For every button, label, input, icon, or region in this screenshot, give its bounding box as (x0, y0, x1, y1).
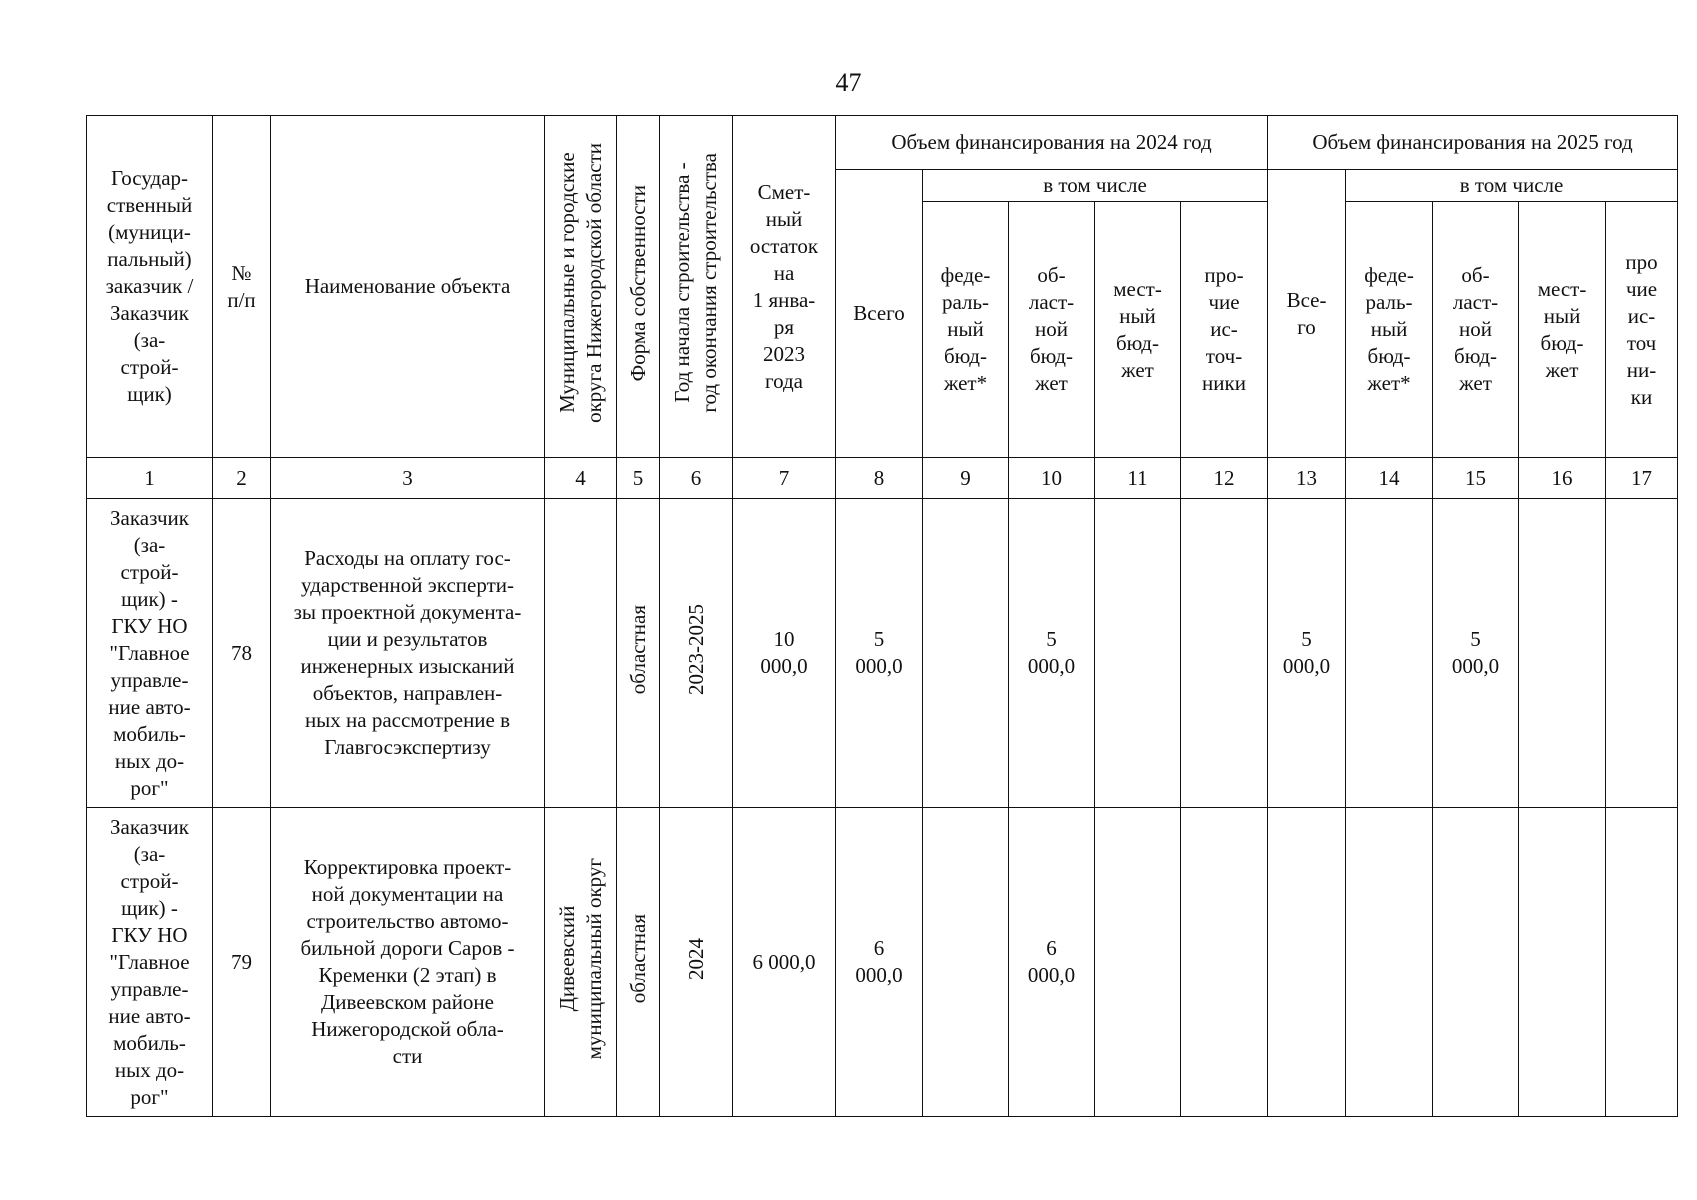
column-number: 10 (1009, 458, 1095, 499)
cell-ownership (617, 499, 660, 808)
page-number: 47 (835, 68, 862, 97)
header-total-2024: Всего (836, 170, 923, 458)
cell-other-2024 (1181, 499, 1268, 808)
column-number: 8 (836, 458, 923, 499)
header-number: № п/п (213, 116, 271, 458)
table-row (87, 499, 1678, 808)
cell-regional-2024: 6 000,0 (1009, 808, 1095, 1117)
cell-estimate: 6 000,0 (733, 808, 836, 1117)
cell-local-2024 (1095, 499, 1181, 808)
cell-federal-2024 (923, 808, 1009, 1117)
column-number: 5 (617, 458, 660, 499)
header-row-1 (87, 116, 1678, 170)
column-number: 11 (1095, 458, 1181, 499)
cell-local-2025 (1519, 808, 1606, 1117)
header-customer: Государ- ственный (муници- пальный) заказчик / Заказчик (за- строй- щик) (87, 116, 213, 458)
column-number: 15 (1433, 458, 1519, 499)
column-number: 4 (545, 458, 617, 499)
header-estimate: Смет- ный остаток на 1 янва- ря 2023 года (733, 116, 836, 458)
cell-ownership (617, 808, 660, 1117)
cell-federal-2025 (1346, 499, 1433, 808)
cell-years-text: 2024 (683, 937, 708, 980)
column-number: 14 (1346, 458, 1433, 499)
header-funding-2024: Объем финансирования на 2024 год (836, 116, 1268, 170)
column-number: 6 (660, 458, 733, 499)
cell-local-2025 (1519, 499, 1606, 808)
cell-object-name: Расходы на оплату гос- ударственной эксперти- зы проектной документа- ции и результатов инженерных изысканий объектов, направлен- ных на рассмотрение в Главгосэкспертизу (271, 499, 545, 808)
column-number: 1 (87, 458, 213, 499)
cell-object-name: Корректировка проект- ной документации на строительство автомо- бильной дороги Саров - Кременки (2 этап) в Дивеевском районе Нижегородской обла- сти (271, 808, 545, 1117)
table-row (87, 808, 1678, 1117)
column-number: 16 (1519, 458, 1606, 499)
column-number: 3 (271, 458, 545, 499)
header-including-2024: в том числе (923, 170, 1268, 202)
cell-local-2024 (1095, 808, 1181, 1117)
cell-regional-2024: 5 000,0 (1009, 499, 1095, 808)
cell-federal-2024 (923, 499, 1009, 808)
cell-number: 79 (213, 808, 271, 1117)
header-federal-2024: феде- раль- ный бюд- жет* (923, 202, 1009, 458)
column-number: 9 (923, 458, 1009, 499)
header-municipality (545, 116, 617, 458)
cell-municipality-text: Дивеевский муниципальный округ (554, 857, 606, 1060)
cell-estimate: 10 000,0 (733, 499, 836, 808)
header-regional-2024: об- ласт- ной бюд- жет (1009, 202, 1095, 458)
header-years-text: Год начала строительства - год окончания строительства (670, 153, 721, 413)
cell-regional-2025 (1433, 808, 1519, 1117)
cell-customer: Заказчик (за- строй- щик) - ГКУ НО "Главное управле- ние авто- мобиль- ных до- рог" (87, 808, 213, 1117)
header-other-2024: про- чие ис- точ- ники (1181, 202, 1268, 458)
cell-years (660, 808, 733, 1117)
cell-municipality (545, 499, 617, 808)
cell-total-2024: 6 000,0 (836, 808, 923, 1117)
header-ownership (617, 116, 660, 458)
cell-customer: Заказчик (за- строй- щик) - ГКУ НО "Главное управле- ние авто- мобиль- ных до- рог" (87, 499, 213, 808)
cell-other-2025 (1606, 808, 1678, 1117)
column-number: 7 (733, 458, 836, 499)
column-number: 2 (213, 458, 271, 499)
cell-ownership-text: областная (625, 604, 650, 695)
header-local-2024: мест- ный бюд- жет (1095, 202, 1181, 458)
column-number: 17 (1606, 458, 1678, 499)
header-ownership-text: Форма собственности (625, 184, 650, 382)
header-including-2025: в том числе (1346, 170, 1678, 202)
header-federal-2025: феде- раль- ный бюд- жет* (1346, 202, 1433, 458)
column-number: 12 (1181, 458, 1268, 499)
cell-total-2024: 5 000,0 (836, 499, 923, 808)
cell-municipality (545, 808, 617, 1117)
cell-total-2025: 5 000,0 (1268, 499, 1346, 808)
column-numbers-row (87, 458, 1678, 499)
column-number: 13 (1268, 458, 1346, 499)
header-other-2025: про чие ис- точ ни- ки (1606, 202, 1678, 458)
header-funding-2025: Объем финансирования на 2025 год (1268, 116, 1678, 170)
header-years (660, 116, 733, 458)
header-regional-2025: об- ласт- ной бюд- жет (1433, 202, 1519, 458)
header-total-2025: Все- го (1268, 170, 1346, 458)
cell-regional-2025: 5 000,0 (1433, 499, 1519, 808)
cell-other-2024 (1181, 808, 1268, 1117)
header-object-name: Наименование объекта (271, 116, 545, 458)
cell-total-2025 (1268, 808, 1346, 1117)
cell-number: 78 (213, 499, 271, 808)
cell-years-text: 2023-2025 (683, 604, 708, 695)
cell-federal-2025 (1346, 808, 1433, 1117)
cell-other-2025 (1606, 499, 1678, 808)
header-municipality-text: Муниципальные и городские округа Нижегородской области (554, 143, 606, 423)
financing-table (86, 115, 1678, 1117)
header-local-2025: мест- ный бюд- жет (1519, 202, 1606, 458)
cell-years (660, 499, 733, 808)
cell-ownership-text: областная (625, 913, 650, 1004)
